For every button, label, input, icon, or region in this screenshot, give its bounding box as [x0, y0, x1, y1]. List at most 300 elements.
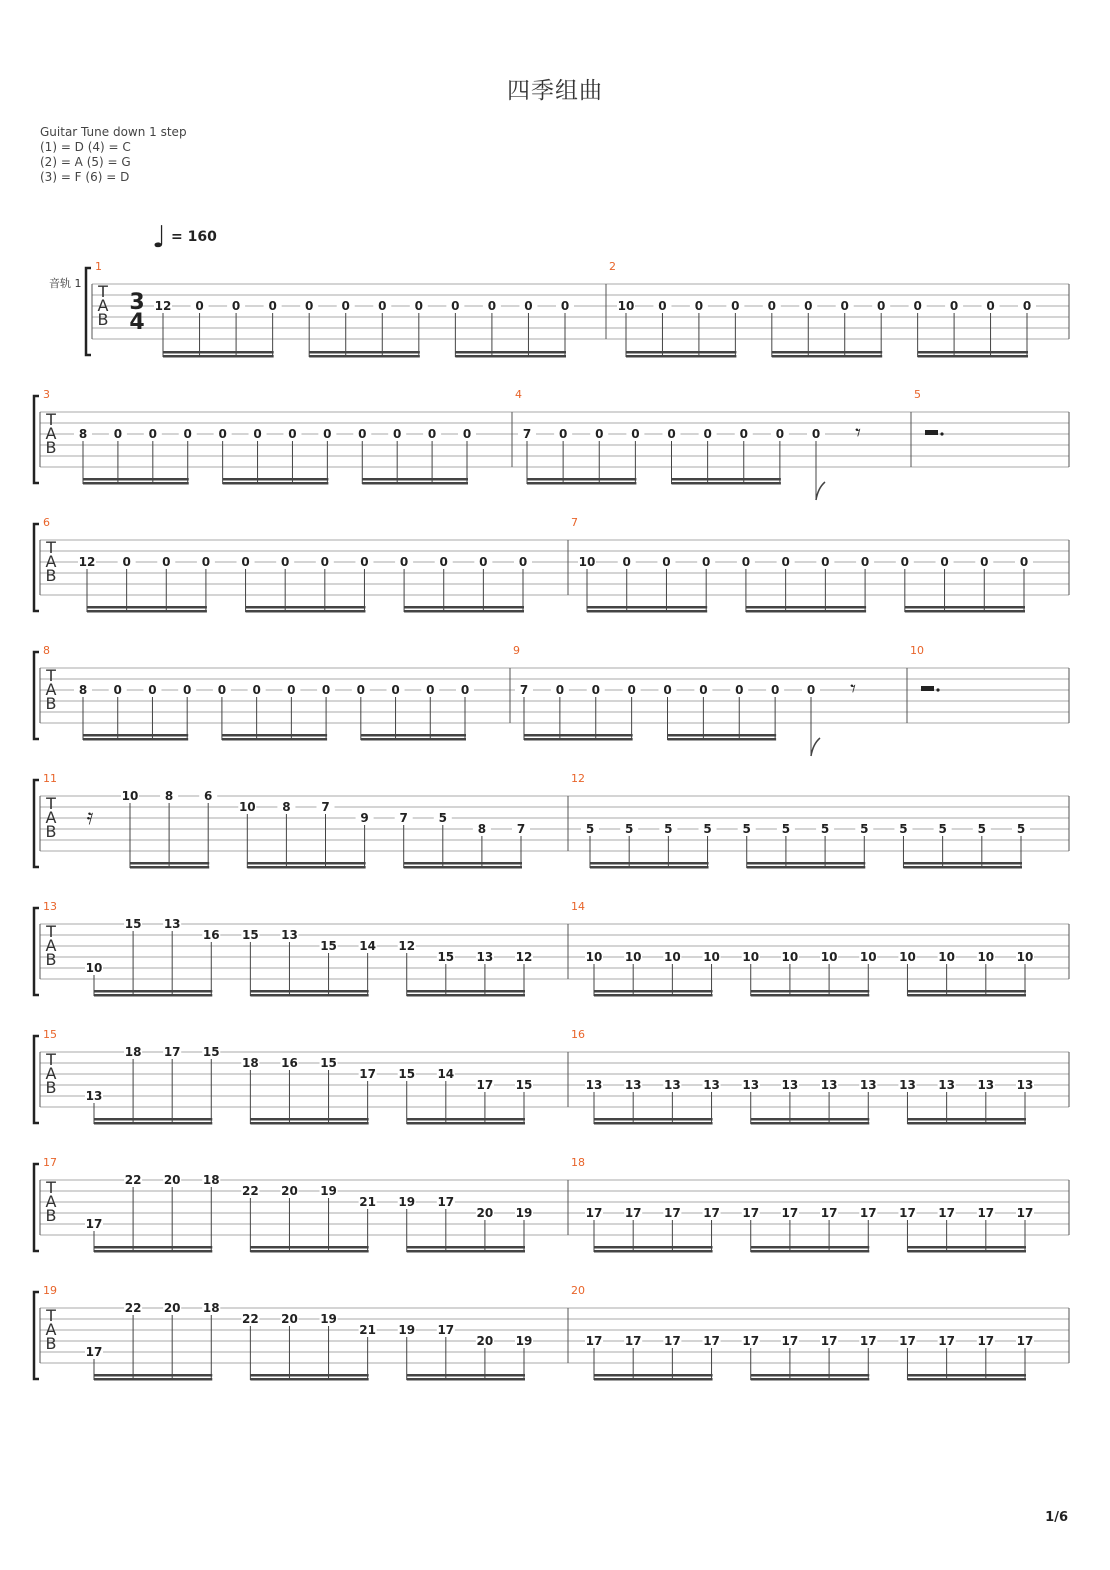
fret-number: 22: [124, 1301, 142, 1315]
beam: [407, 1246, 525, 1249]
fret-number: 0: [781, 555, 790, 569]
tab-clef-letter: B: [45, 566, 57, 585]
fret-number: 0: [558, 427, 568, 441]
measure-number: 19: [43, 1284, 57, 1297]
beam: [94, 1378, 212, 1381]
beam: [362, 482, 468, 485]
beam: [250, 1378, 368, 1381]
fret-number: 0: [986, 299, 995, 313]
beam: [751, 1378, 870, 1381]
tab-clef-letter: B: [45, 1078, 57, 1097]
tab-clef-letter: T: [46, 410, 56, 429]
fret-number: 7: [519, 683, 529, 697]
beam: [223, 478, 329, 481]
fret-number: 0: [631, 427, 640, 441]
tuning-line: Guitar Tune down 1 step: [40, 125, 187, 139]
fret-number: 0: [462, 427, 472, 441]
fret-number: 0: [479, 555, 488, 569]
fret-number: 10: [664, 950, 681, 964]
tab-clef-letter: A: [45, 808, 57, 827]
fret-number: 0: [281, 555, 290, 569]
beam: [751, 1250, 870, 1253]
beam: [87, 610, 207, 613]
fret-number: 14: [437, 1067, 455, 1081]
beam: [407, 1118, 525, 1121]
fret-number: 17: [664, 1334, 681, 1348]
beam: [309, 355, 420, 358]
measure-number: 8: [43, 644, 50, 657]
fret-number: 0: [305, 299, 314, 313]
system-bracket: [34, 652, 39, 739]
fret-number: 0: [949, 299, 959, 313]
tab-clef-letter: T: [46, 922, 56, 941]
fret-number: 17: [85, 1217, 103, 1231]
fret-number: 13: [703, 1078, 720, 1092]
fret-number: 0: [320, 555, 329, 569]
fret-number: 0: [767, 299, 776, 313]
beam: [404, 606, 524, 609]
fret-number: 0: [218, 427, 227, 441]
measure-number: 16: [571, 1028, 585, 1041]
fret-number: 0: [1022, 299, 1032, 313]
beam: [594, 990, 713, 993]
beam: [668, 734, 777, 737]
fret-number: 15: [242, 928, 259, 942]
beam: [747, 862, 866, 865]
fret-number: 13: [624, 1078, 642, 1092]
beam: [94, 1122, 212, 1125]
fret-number: 5: [742, 822, 751, 836]
system-bracket: [34, 780, 39, 867]
fret-number: 13: [938, 1078, 955, 1092]
fret-number: 0: [460, 683, 470, 697]
tab-clef-letter: T: [46, 1050, 56, 1069]
fret-number: 15: [202, 1045, 220, 1059]
fret-number: 10: [859, 950, 877, 964]
eighth-rest: 𝄾: [855, 421, 861, 446]
fret-number: 17: [476, 1078, 494, 1092]
beam: [907, 1374, 1026, 1377]
fret-number: 5: [977, 822, 986, 836]
tab-clef-letter: A: [45, 424, 57, 443]
tab-clef-letter: A: [45, 552, 57, 571]
note-flag: [811, 738, 820, 756]
fret-number: 16: [202, 928, 220, 942]
beam: [94, 1118, 212, 1121]
fret-number: 0: [393, 427, 402, 441]
fret-number: 10: [121, 789, 139, 803]
fret-number: 17: [938, 1206, 955, 1220]
beam: [907, 990, 1026, 993]
fret-number: 0: [555, 683, 565, 697]
fret-number: 17: [742, 1334, 760, 1348]
beam: [747, 866, 866, 869]
beam: [907, 1246, 1026, 1249]
fret-number: 0: [622, 555, 631, 569]
fret-number: 0: [399, 555, 409, 569]
fret-number: 0: [391, 683, 400, 697]
beam: [94, 994, 212, 997]
beam: [751, 1122, 870, 1125]
beam: [94, 1374, 212, 1377]
beam: [903, 866, 1022, 869]
fret-number: 0: [217, 683, 227, 697]
fret-number: 0: [703, 427, 712, 441]
fret-number: 0: [658, 299, 667, 313]
fret-number: 13: [476, 950, 494, 964]
fret-number: 20: [476, 1206, 494, 1220]
fret-number: 20: [163, 1173, 181, 1187]
beam: [905, 606, 1025, 609]
fret-number: 0: [414, 299, 423, 313]
beam: [903, 862, 1022, 865]
page-number: 1/6: [1045, 1510, 1068, 1525]
beam: [361, 738, 466, 741]
system-bracket: [34, 1036, 39, 1123]
beam: [590, 866, 709, 869]
fret-number: 0: [524, 299, 533, 313]
beam: [362, 478, 468, 481]
fret-number: 21: [359, 1323, 376, 1337]
fret-number: 13: [742, 1078, 760, 1092]
fret-number: 10: [585, 950, 603, 964]
beam: [907, 1122, 1026, 1125]
tab-clef-letter: A: [45, 680, 57, 699]
fret-number: 17: [703, 1206, 720, 1220]
beam: [587, 610, 707, 613]
fret-number: 0: [487, 299, 497, 313]
fret-number: 0: [694, 299, 704, 313]
tab-clef-letter: B: [45, 438, 57, 457]
fret-number: 0: [288, 427, 297, 441]
fret-number: 0: [739, 427, 748, 441]
fret-number: 17: [585, 1334, 603, 1348]
system-bracket: [86, 268, 91, 355]
measure-number: 12: [571, 772, 585, 785]
fret-number: 17: [585, 1206, 603, 1220]
fret-number: 17: [437, 1323, 455, 1337]
beam: [524, 738, 633, 741]
fret-number: 0: [148, 427, 157, 441]
beam: [668, 738, 777, 741]
system-bracket: [34, 908, 39, 995]
fret-number: 12: [398, 939, 416, 953]
fret-number: 0: [662, 555, 671, 569]
fret-number: 17: [859, 1206, 877, 1220]
fret-number: 10: [703, 950, 720, 964]
tab-clef-letter: T: [46, 1306, 56, 1325]
fret-number: 18: [202, 1301, 220, 1315]
fret-number: 10: [820, 950, 838, 964]
fret-number: 8: [477, 822, 487, 836]
beam: [672, 478, 781, 481]
fret-number: 0: [287, 683, 296, 697]
fret-number: 10: [624, 950, 642, 964]
tuning-line: (1) = D (4) = C: [40, 140, 131, 154]
fret-number: 13: [585, 1078, 603, 1092]
fret-number: 12: [515, 950, 533, 964]
fret-number: 13: [977, 1078, 995, 1092]
fret-number: 7: [516, 822, 526, 836]
fret-number: 0: [591, 683, 600, 697]
tab-clef-letter: T: [98, 282, 108, 301]
fret-number: 10: [85, 961, 103, 975]
beam: [247, 866, 365, 869]
fret-number: 17: [820, 1206, 838, 1220]
fret-number: 14: [359, 939, 376, 953]
beam: [594, 1374, 713, 1377]
fret-number: 10: [781, 950, 799, 964]
fret-number: 0: [113, 427, 123, 441]
tab-clef-letter: A: [45, 1064, 57, 1083]
tab-clef-letter: B: [45, 822, 57, 841]
fret-number: 7: [399, 811, 408, 825]
fret-number: 5: [820, 822, 830, 836]
tab-clef-letter: A: [97, 296, 109, 315]
measure-number: 7: [571, 516, 578, 529]
fret-number: 20: [476, 1334, 494, 1348]
fret-number: 0: [241, 555, 250, 569]
fret-number: 0: [980, 555, 989, 569]
beam: [907, 1250, 1026, 1253]
fret-number: 10: [742, 950, 760, 964]
system-bracket: [34, 396, 39, 483]
fret-number: 17: [859, 1334, 877, 1348]
beam: [907, 994, 1026, 997]
beam: [407, 1122, 525, 1125]
fret-number: 17: [624, 1334, 642, 1348]
beam: [905, 610, 1025, 613]
beam: [772, 355, 882, 358]
beam: [250, 1374, 368, 1377]
system-bracket: [34, 1292, 39, 1379]
beam: [594, 994, 713, 997]
tuning-line: (2) = A (5) = G: [40, 155, 131, 169]
fret-number: 15: [320, 939, 337, 953]
fret-number: 0: [451, 299, 460, 313]
fret-number: 17: [781, 1334, 799, 1348]
fret-number: 13: [781, 1078, 799, 1092]
fret-number: 0: [940, 555, 949, 569]
tab-clef-letter: B: [45, 1334, 57, 1353]
fret-number: 17: [437, 1195, 455, 1209]
fret-number: 0: [183, 683, 192, 697]
fret-number: 0: [148, 683, 157, 697]
fret-number: 0: [268, 299, 277, 313]
beam: [751, 1374, 870, 1377]
fret-number: 15: [398, 1067, 416, 1081]
fret-number: 5: [585, 822, 595, 836]
fret-number: 19: [320, 1312, 337, 1326]
beam: [672, 482, 781, 485]
beam: [222, 734, 327, 737]
fret-number: 22: [242, 1312, 259, 1326]
beam: [918, 355, 1028, 358]
score-title: 四季组曲: [507, 78, 603, 104]
fret-number: 0: [702, 555, 711, 569]
fret-number: 5: [781, 822, 791, 836]
beam: [223, 482, 329, 485]
fret-number: 0: [162, 555, 171, 569]
fret-number: 0: [341, 299, 350, 313]
fret-number: 5: [1016, 822, 1026, 836]
beam: [94, 1246, 212, 1249]
fret-number: 17: [977, 1206, 995, 1220]
fret-number: 0: [735, 683, 744, 697]
fret-number: 0: [821, 555, 830, 569]
beam: [246, 610, 366, 613]
measure-number: 18: [571, 1156, 585, 1169]
measure-number: 13: [43, 900, 57, 913]
time-signature-denominator: 4: [129, 310, 145, 335]
measure-number: 17: [43, 1156, 57, 1169]
fret-number: 0: [560, 299, 570, 313]
fret-number: 18: [202, 1173, 220, 1187]
fret-number: 17: [781, 1206, 799, 1220]
fret-number: 0: [252, 683, 261, 697]
fret-number: 10: [1016, 950, 1034, 964]
beam: [130, 866, 209, 869]
fret-number: 7: [321, 800, 330, 814]
beam: [163, 355, 274, 358]
fret-number: 0: [627, 683, 636, 697]
fret-number: 17: [664, 1206, 681, 1220]
fret-number: 22: [124, 1173, 142, 1187]
fret-number: 13: [820, 1078, 838, 1092]
fret-number: 21: [359, 1195, 376, 1209]
rest-dot: [940, 432, 943, 435]
fret-number: 20: [281, 1184, 298, 1198]
fret-number: 10: [938, 950, 955, 964]
fret-number: 0: [840, 299, 849, 313]
fret-number: 18: [242, 1056, 259, 1070]
fret-number: 18: [124, 1045, 142, 1059]
beam: [83, 478, 189, 481]
beam: [361, 734, 466, 737]
fret-number: 13: [1016, 1078, 1034, 1092]
fret-number: 0: [253, 427, 262, 441]
system-bracket: [34, 1164, 39, 1251]
fret-number: 0: [321, 683, 331, 697]
beam: [309, 351, 420, 354]
fret-number: 5: [938, 822, 947, 836]
fret-number: 10: [899, 950, 916, 964]
fret-number: 15: [320, 1056, 337, 1070]
beam: [590, 862, 709, 865]
beam: [594, 1378, 713, 1381]
fret-number: 20: [281, 1312, 298, 1326]
tab-clef-letter: T: [46, 1178, 56, 1197]
fret-number: 19: [515, 1334, 533, 1348]
fret-number: 17: [359, 1067, 376, 1081]
tuning-line: (3) = F (6) = D: [40, 170, 130, 184]
beam: [407, 990, 525, 993]
beam: [594, 1246, 713, 1249]
fret-number: 15: [437, 950, 455, 964]
fret-number: 17: [899, 1334, 916, 1348]
fret-number: 0: [811, 427, 821, 441]
beam: [250, 1118, 368, 1121]
beam: [907, 1118, 1026, 1121]
fret-number: 8: [282, 800, 291, 814]
fret-number: 0: [877, 299, 886, 313]
fret-number: 5: [899, 822, 908, 836]
beam: [246, 606, 366, 609]
measure-number: 15: [43, 1028, 57, 1041]
tab-clef-letter: T: [46, 538, 56, 557]
beam: [751, 1246, 870, 1249]
beam: [163, 351, 274, 354]
fret-number: 0: [667, 427, 676, 441]
beam: [247, 862, 365, 865]
measure-number: 1: [95, 260, 102, 273]
fret-number: 20: [163, 1301, 181, 1315]
fret-number: 0: [860, 555, 870, 569]
beam: [407, 1250, 525, 1253]
fret-number: 22: [242, 1184, 259, 1198]
fret-number: 19: [515, 1206, 533, 1220]
beam: [587, 606, 707, 609]
tab-clef-letter: A: [45, 1320, 57, 1339]
beam: [250, 1122, 368, 1125]
fret-number: 15: [124, 917, 142, 931]
fret-number: 0: [113, 683, 122, 697]
beam: [250, 1250, 368, 1253]
rest-dot: [936, 688, 939, 691]
beam: [455, 351, 566, 354]
beam: [404, 610, 524, 613]
beam: [407, 1378, 525, 1381]
system-bracket: [34, 524, 39, 611]
fret-number: 16: [281, 1056, 298, 1070]
fret-number: 10: [617, 299, 635, 313]
fret-number: 8: [164, 789, 174, 803]
fret-number: 0: [231, 299, 241, 313]
fret-number: 0: [195, 299, 204, 313]
fret-number: 0: [201, 555, 211, 569]
beam: [94, 1250, 212, 1253]
fret-number: 0: [913, 299, 922, 313]
fret-number: 5: [625, 822, 634, 836]
beam: [746, 610, 866, 613]
beam: [746, 606, 866, 609]
beam: [404, 866, 522, 869]
fret-number: 17: [163, 1045, 181, 1059]
beam: [222, 738, 327, 741]
tempo-value: = 160: [171, 229, 217, 245]
beam: [94, 990, 212, 993]
fret-number: 0: [699, 683, 708, 697]
dotted-half-rest: [921, 686, 934, 691]
fret-number: 13: [85, 1089, 103, 1103]
beam: [524, 734, 633, 737]
tab-clef-letter: B: [45, 1206, 57, 1225]
beam: [83, 738, 188, 741]
beam: [250, 994, 368, 997]
fret-number: 0: [741, 555, 751, 569]
fret-number: 17: [1016, 1206, 1034, 1220]
beam: [130, 862, 209, 865]
beam: [407, 1374, 525, 1377]
beam: [772, 351, 882, 354]
beam: [751, 994, 870, 997]
time-signature-numerator: 3: [129, 290, 145, 315]
fret-number: 8: [78, 427, 88, 441]
tab-clef-letter: T: [46, 794, 56, 813]
fret-number: 0: [427, 427, 437, 441]
fret-number: 13: [899, 1078, 916, 1092]
fret-number: 19: [398, 1323, 416, 1337]
